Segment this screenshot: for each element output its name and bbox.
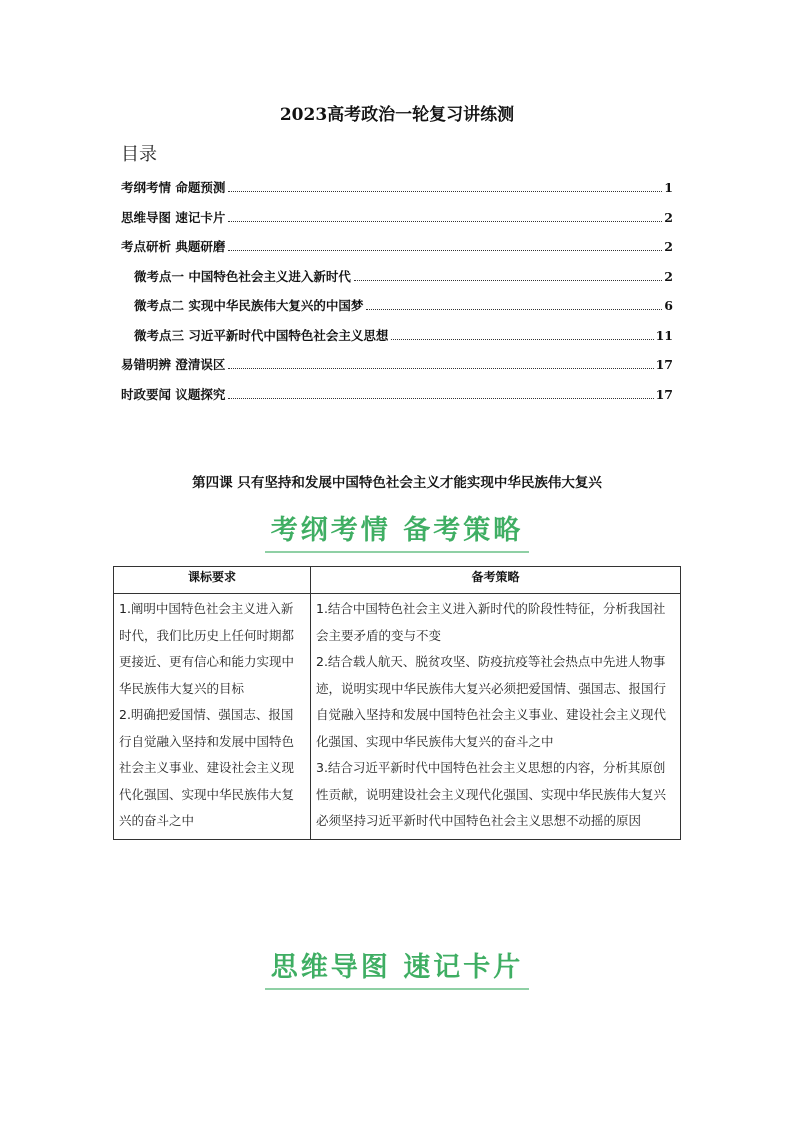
requirements-table: [113, 566, 681, 840]
requirements-cell: [114, 594, 311, 840]
table-header-row: [114, 567, 681, 594]
page-title: 2023高考政治一轮复习讲练测: [279, 105, 515, 125]
toc-leader-dots: [228, 368, 653, 369]
strategies-cell: [311, 594, 681, 840]
table-row: [114, 594, 681, 840]
column-header: 备考策略: [311, 567, 681, 594]
toc-item[interactable]: [121, 385, 673, 415]
toc-subitem[interactable]: [121, 326, 673, 356]
strategy-item: 1.结合中国特色社会主义进入新时代的阶段性特征，分析我国社会主要矛盾的变与不变: [316, 601, 666, 643]
toc-item-page: 1: [664, 180, 673, 195]
requirement-item: 1.阐明中国特色社会主义进入新时代，我们比历史上任何时期都更接近、更有信心和能力实现中华民族伟大复兴的目标: [119, 601, 295, 696]
toc-leader-dots: [391, 339, 653, 340]
section-banner-mind-map: [0, 945, 794, 990]
toc-item[interactable]: [121, 355, 673, 385]
toc-leader-dots: [228, 398, 653, 399]
lesson-title: 第四课 只有坚持和发展中国特色社会主义才能实现中华民族伟大复兴: [192, 475, 602, 491]
toc-item-title: 微考点一 中国特色社会主义进入新时代: [134, 268, 351, 284]
toc-item-title: 微考点二 实现中华民族伟大复兴的中国梦: [134, 298, 364, 313]
toc-item-page: 11: [655, 327, 673, 343]
toc-item-title: 思维导图 速记卡片: [121, 209, 226, 225]
toc-item[interactable]: [121, 208, 673, 238]
strategy-item: 2.结合载人航天、脱贫攻坚、防疫抗疫等社会热点中先进人物事迹，说明实现中华民族伟大复兴必须把爱国情、强国志、报国行自觉融入坚持和发展中国特色社会主义事业、建设社会主义现代化强国、实现中华民族伟大复兴的奋斗之中: [316, 654, 667, 749]
toc-subitem[interactable]: [121, 267, 673, 297]
toc-leader-dots: [366, 309, 662, 310]
requirement-item: 2.明确把爱国情、强国志、报国行自觉融入坚持和发展中国特色社会主义事业、建设社会主义现代化强国、实现中华民族伟大复兴的奋斗之中: [119, 707, 295, 828]
banner-text: 思维导图 速记卡片: [265, 945, 529, 990]
toc-item-title: 易错明辨 澄清误区: [121, 357, 226, 372]
toc-leader-dots: [228, 191, 662, 192]
toc-leader-dots: [354, 280, 662, 281]
table-of-contents: [121, 178, 673, 414]
toc-item[interactable]: [121, 178, 673, 208]
toc-item-page: 2: [664, 239, 673, 254]
toc-item-page: 2: [664, 209, 673, 225]
toc-item-page: 2: [664, 268, 673, 284]
toc-leader-dots: [228, 250, 662, 251]
toc-item-title: 考点研析 典题研磨: [121, 239, 226, 254]
column-header: 课标要求: [114, 567, 311, 594]
toc-item-title: 微考点三 习近平新时代中国特色社会主义思想: [134, 327, 389, 343]
section-banner-exam-strategy: [0, 508, 794, 553]
toc-item-page: 17: [655, 357, 673, 372]
toc-subitem[interactable]: [121, 296, 673, 326]
toc-item-page: 17: [655, 386, 673, 402]
toc-item[interactable]: [121, 237, 673, 267]
strategy-item: 3.结合习近平新时代中国特色社会主义思想的内容，分析其原创性贡献，说明建设社会主义现代化强国、实现中华民族伟大复兴必须坚持习近平新时代中国特色社会主义思想不动摇的原因: [316, 760, 667, 828]
banner-text: 考纲考情 备考策略: [265, 508, 529, 553]
toc-leader-dots: [228, 221, 662, 222]
toc-item-title: 时政要闻 议题探究: [121, 386, 226, 402]
toc-heading: 目录: [121, 144, 157, 165]
toc-item-title: 考纲考情 命题预测: [121, 180, 226, 195]
toc-item-page: 6: [664, 298, 673, 313]
